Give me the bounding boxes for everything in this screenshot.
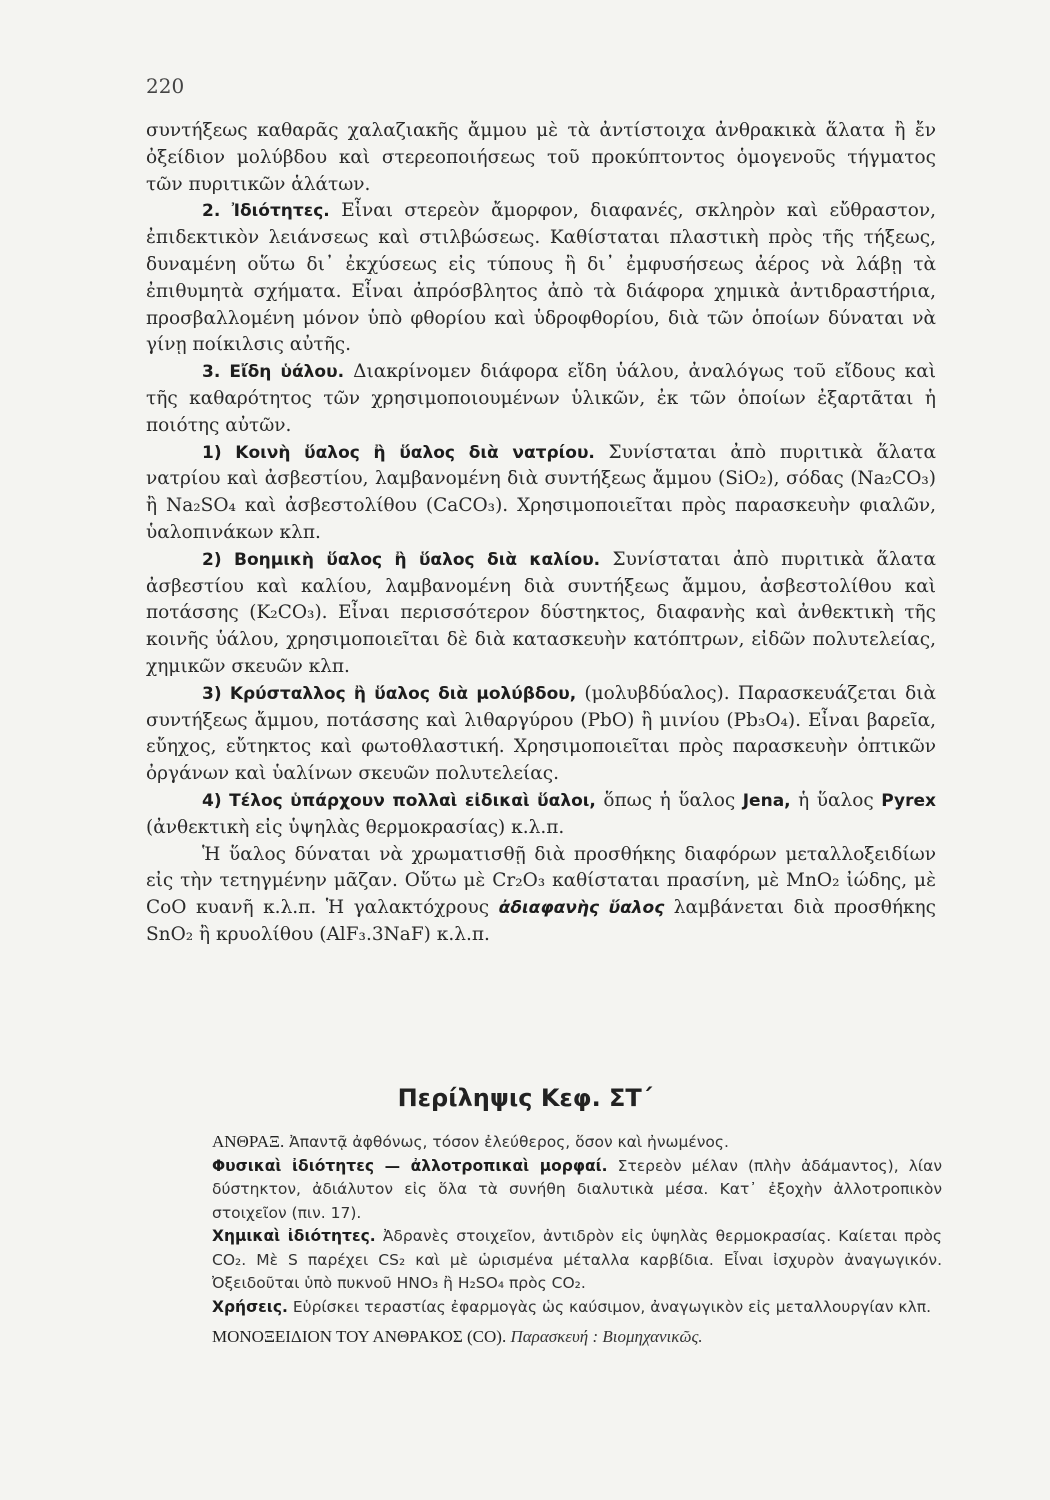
item-text: ὅπως ἡ ὕαλος [595, 789, 743, 811]
properties-heading: 2. Ἰδιότητες. [202, 201, 330, 222]
summary-text: Παρασκευή : Βιομηχανικῶς. [506, 1327, 703, 1346]
types-text: Διακρίνομεν διάφορα εἴδη ὑάλου, ἀναλόγως τοῦ εἴδους καὶ τῆς καθαρότητος τῶν χρησιμοποιουμένων ὑλικῶν, ἐκ τῶν ὁποίων ἐξαρτᾶται ἡ ποιότης αὐτῶν. [146, 361, 936, 436]
properties-paragraph [146, 198, 936, 359]
coloring-paragraph [146, 842, 936, 949]
summary-label: ΑΝΘΡΑΞ. [212, 1132, 285, 1151]
summary-carbon [212, 1130, 942, 1155]
summary-text: Ἀδρανὲς στοιχεῖον, ἀντιδρὸν εἰς ὑψηλὰς θερμοκρασίας. Καίεται πρὸς CO₂. Μὲ S παρέχει CS₂ καὶ μὲ ὡρισμένα μέταλλα καρβίδια. Εἶναι ἰσχυρὸν ἀναγωγικόν. Ὀξειδοῦται ὑπὸ πυκνοῦ HNO₃ ἢ H₂SO₄ πρὸς CO₂. [212, 1227, 942, 1292]
item-bohemian-glass [146, 547, 936, 681]
properties-text: Εἶναι στερεὸν ἄμορφον, διαφανές, σκληρὸν καὶ εὔθραστον, ἐπιδεκτικὸν λειάνσεως καὶ στιλβώσεως. Καθίσταται πλαστικὴ πρὸς τῆς τήξεως, δυναμένη οὕτω δι᾽ ἐκχύσεως εἰς τύπους ἢ δι᾽ ἐμφυσήσεως ἀέρος νὰ λάβῃ τὰ ἐπιθυμητὰ σχήματα. Εἶναι ἀπρόσβλητος ἀπὸ τὰ διάφορα χημικὰ ἀντιδραστήρια, προσβαλλομένη μόνον ὑπὸ φθορίου καὶ ὑδροφθορίου, διὰ τῶν ὁποίων δύναται νὰ γίνῃ ποίκιλσις αὐτῆς. [146, 200, 936, 356]
types-paragraph [146, 359, 936, 439]
item-heading: 3) Κρύσταλλος ἢ ὕαλος διὰ μολύβδου, [202, 683, 577, 704]
item-common-glass [146, 440, 936, 547]
item-text: Συνίσταται ἀπὸ πυριτικὰ ἅλατα νατρίου καὶ ἀσβεστίου, λαμβανομένη διὰ συντήξεως ἄμμου (SiO₂), σόδας (Na₂CO₃) ἢ Na₂SO₄ καὶ ἀσβεστολίθου (CaCO₃). Χρησιμοποιεῖται πρὸς παρασκευὴν φιαλῶν, ὑαλοπινάκων κλπ. [146, 441, 936, 543]
summary-label: Χρήσεις. [212, 1297, 288, 1316]
summary-label: Χημικαὶ ἰδιότητες. [212, 1227, 376, 1245]
summary-uses [212, 1296, 942, 1320]
summary-text: Ἀπαντᾷ ἀφθόνως, τόσον ἐλεύθερος, ὅσον καὶ ἠνωμένος. [284, 1133, 729, 1151]
item-crystal-glass [146, 681, 936, 788]
summary-title: Περίληψις Κεφ. ΣΤ΄ [397, 1084, 653, 1112]
coloring-text: Ἡ ὕαλος δύναται νὰ χρωματισθῇ διὰ προσθήκης διαφόρων μεταλλοξειδίων εἰς τὴν τετηγμένην μᾶζαν. Οὕτω μὲ Cr₂O₃ καθίσταται πρασίνη, μὲ MnO₂ ἰώδης, μὲ CoO κυανῆ κ.λ.π. Ἡ γαλακτόχρους [146, 843, 936, 919]
summary-chemical [212, 1225, 942, 1296]
brand-jena: Jena, [742, 790, 791, 811]
summary-text: Εὑρίσκει τεραστίας ἐφαρμογὰς ὡς καύσιμον, ἀναγωγικὸν εἰς μεταλλουργίαν κλπ. [287, 1297, 931, 1316]
coloring-emphasis: ἀδιαφανὴς ὕαλος [498, 898, 665, 919]
brand-pyrex: Pyrex [881, 790, 936, 811]
item-text: ἡ ὕαλος [790, 789, 882, 811]
summary-co [212, 1325, 942, 1350]
item-heading: 4) Τέλος ὑπάρχουν πολλαὶ εἰδικαὶ ὕαλοι, [202, 790, 596, 811]
item-text: Συνίσταται ἀπὸ πυριτικὰ ἅλατα ἀσβεστίου καὶ καλίου, λαμβανομένη διὰ συντήξεως ἄμμου, ἀσβεστολίθου καὶ ποτάσσης (K₂CO₃). Εἶναι περισσότερον δύστηκτος, διαφανὴς καὶ ἀνθεκτικὴ τῆς κοινῆς ὑάλου, χρησιμοποιεῖται δὲ διὰ κατασκευὴν κατόπτρων, εἰδῶν πολυτελείας, χημικῶν σκευῶν κλπ. [146, 548, 936, 677]
summary-section [212, 1130, 942, 1350]
item-heading: 1) Κοινὴ ὕαλος ἢ ὕαλος διὰ νατρίου. [202, 442, 595, 463]
item-special-glass [146, 788, 936, 842]
summary-physical [212, 1155, 942, 1226]
types-heading: 3. Εἴδη ὑάλου. [202, 362, 345, 383]
main-text [146, 118, 936, 949]
item-text: (ἀνθεκτικὴ εἰς ὑψηλὰς θερμοκρασίας) κ.λ.π. [146, 816, 565, 838]
intro-paragraph: συντήξεως καθαρᾶς χαλαζιακῆς ἄμμου μὲ τὰ ἀντίστοιχα ἀνθρακικὰ ἅλατα ἢ ἔν ὀξείδιον μολύβδου καὶ στερεοποιήσεως τοῦ προκύπτοντος ὁμογενοῦς τήγματος τῶν πυριτικῶν ἁλάτων. [146, 120, 936, 195]
summary-text: Στερεὸν μέλαν (πλὴν ἀδάμαντος), λίαν δύστηκτον, ἀδιάλυτον εἰς ὅλα τὰ συνήθη διαλυτικὰ μέσα. Κατ᾽ ἐξοχὴν ἀλλοτροπικὸν στοιχεῖον (πιν. 17). [212, 1156, 943, 1222]
coloring-text: λαμβάνεται διὰ προσθήκης SnO₂ ἢ κρυολίθου (AlF₃.3NaF) κ.λ.π. [146, 897, 936, 945]
summary-label: Φυσικαὶ ἰδιότητες — ἀλλοτροπικαὶ μορφαί. [212, 1156, 608, 1175]
summary-label: ΜΟΝΟΞΕΙΔΙΟΝ ΤΟΥ ΑΝΘΡΑΚΟΣ (CO). [212, 1327, 507, 1346]
item-heading: 2) Βοημικὴ ὕαλος ἢ ὕαλος διὰ καλίου. [202, 549, 601, 570]
item-text: (μολυβδύαλος). Παρασκευάζεται διὰ συντήξεως ἄμμου, ποτάσσης καὶ λιθαργύρου (PbO) ἢ μινίου (Pb₃O₄). Εἶναι βαρεῖα, εὔηχος, εὔτηκτος καὶ φωτοθλαστική. Χρησιμοποιεῖται πρὸς παρασκευὴν ὀπτικῶν ὀργάνων καὶ ὑαλίνων σκευῶν πολυτελείας. [146, 682, 936, 785]
page-number: 220 [146, 74, 185, 98]
